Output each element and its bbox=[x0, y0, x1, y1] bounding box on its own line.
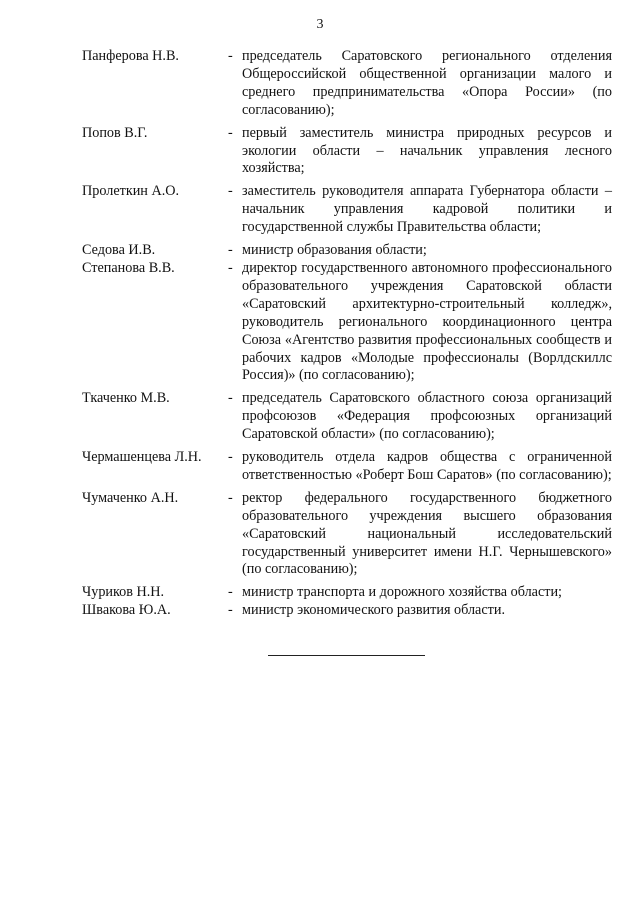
member-dash: - bbox=[228, 489, 233, 506]
member-dash: - bbox=[228, 48, 233, 64]
member-row bbox=[82, 490, 612, 580]
member-role: первый заместитель министра природных ресурсов и экологии области – начальник управления лесного хозяйства; bbox=[242, 124, 612, 177]
member-name: Чермашенцева Л.Н. bbox=[82, 449, 202, 466]
member-row bbox=[82, 125, 612, 179]
member-role: ректор федерального государственного бюджетного образовательного учреждения высшего образования «Саратовский национальный исследовательский государственный университет имени Н.Г. Чернышевского» (по согласованию); bbox=[242, 489, 612, 578]
member-row bbox=[82, 584, 612, 602]
member-name: Ткаченко М.В. bbox=[82, 390, 170, 407]
member-row bbox=[82, 48, 612, 120]
member-name: Попов В.Г. bbox=[82, 124, 148, 141]
member-row bbox=[82, 183, 612, 237]
member-dash: - bbox=[228, 390, 233, 407]
member-role: министр транспорта и дорожного хозяйства области; bbox=[242, 584, 563, 601]
member-list bbox=[82, 48, 612, 620]
member-dash: - bbox=[228, 259, 233, 276]
member-row bbox=[82, 390, 612, 444]
member-role: председатель Саратовского областного союза организаций профсоюзов «Федерация профсоюзных организаций Саратовской области» (по согласованию); bbox=[242, 390, 612, 443]
member-name: Степанова В.В. bbox=[82, 259, 175, 276]
member-role: министр образования области; bbox=[242, 242, 427, 259]
member-role: директор государственного автономного профессионального образовательного учреждения Саратовской области «Саратовский архитектурно-строительный колледж», руководитель регионального координационного центра Союза «Агентство развития профессиональных сообществ и рабочих кадров «Молодые профессионалы (Ворлдскиллс Россия)» (по согласованию); bbox=[242, 259, 612, 384]
member-row bbox=[82, 260, 612, 385]
member-row bbox=[82, 602, 612, 620]
member-role: заместитель руководителя аппарата Губернатора области – начальник управления кадровой политики и государственной службы Правительства области; bbox=[242, 183, 612, 236]
member-dash: - bbox=[228, 602, 233, 619]
member-role: руководитель отдела кадров общества с ограниченной ответственностью «Роберт Бош Саратов» (по согласованию); bbox=[242, 449, 612, 483]
page-number: 3 bbox=[316, 17, 324, 32]
member-name: Швакова Ю.А. bbox=[82, 602, 171, 619]
member-dash: - bbox=[228, 124, 233, 141]
member-name: Панферова Н.В. bbox=[82, 48, 179, 64]
member-row bbox=[82, 449, 612, 485]
member-name: Пролеткин А.О. bbox=[82, 183, 180, 200]
member-dash: - bbox=[228, 584, 233, 601]
closing-rule bbox=[268, 655, 425, 656]
member-dash: - bbox=[228, 242, 233, 259]
member-role: председатель Саратовского регионального отделения Общероссийской общественной организации малого и среднего предпринимательства «Опора России» (по согласованию); bbox=[242, 48, 612, 118]
member-dash: - bbox=[228, 449, 233, 466]
member-name: Седова И.В. bbox=[82, 242, 156, 259]
member-role: министр экономического развития области. bbox=[242, 602, 505, 619]
member-row bbox=[82, 242, 612, 260]
member-dash: - bbox=[228, 183, 233, 200]
member-name: Чуриков Н.Н. bbox=[82, 584, 165, 601]
member-name: Чумаченко А.Н. bbox=[82, 489, 179, 506]
